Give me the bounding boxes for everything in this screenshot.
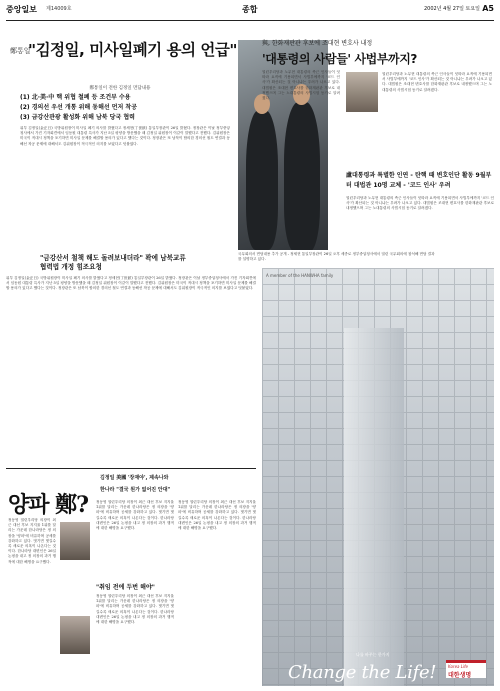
right-headline: '대통령의 사람들' 사법부까지? bbox=[262, 52, 417, 66]
right-article-body: 열린우리당과 노무현 대통령의 측근 인사들이 잇따라 요직에 기용되면서 사법부에까지 '코드 인사'가 확산되는 것 아니냐는 우려가 나오고 있다. 대법원은 조대현 변호사를 한화재판관 후보로 내정했으며 그는 노대통령의 사법시험 동기로 알려졌다. bbox=[382, 72, 492, 92]
ad-building bbox=[344, 328, 404, 686]
summary-line: (2) 경의선 우선 개통 위해 동해선 먼저 착공 bbox=[20, 104, 138, 111]
summary-box bbox=[20, 85, 220, 123]
summary-line: (1) 北·美·中 핵 위협 철폐 등 조건부 수용 bbox=[20, 94, 131, 101]
summary-line: (3) 금강산관광 활성화 위해 남북 당국 협력 bbox=[20, 114, 135, 121]
advertisement bbox=[262, 268, 494, 686]
ad-logo-top: Korea Life bbox=[448, 664, 468, 669]
ad-slogan-english: Change the Life! bbox=[288, 662, 437, 683]
bottom-article-body: 정동영 열린우리당 의장이 최근 대선 후보 지지율 1위를 달리는 가운데 한나라당은 정 의장을 '양파'에 비유하며 공세를 강화하고 있다. 벗기면 벗길수록 새로운 의혹이 나온다는 것이다. 한나라당 대변인은 26일 논평을 내고 정 의장의 과거 행적에 대한 해명을 요구했다. bbox=[96, 500, 174, 531]
bottom-article-body: 정동영 열린우리당 의장이 최근 대선 후보 지지율 1위를 달리는 가운데 한나라당은 정 의장을 '양파'에 비유하며 공세를 강화하고 있다. 벗기면 벗길수록 새로운 의혹이 나온다는 것이다. 한나라당 대변인은 26일 논평을 내고 정 의장의 과거 행적에 대한 해명을 요구했다. bbox=[8, 518, 56, 564]
masthead bbox=[6, 4, 494, 18]
issue-number: 제14009호 bbox=[46, 6, 72, 12]
right-kicker: 與, 한화재판관 후보에 조대현 변호사 내정 bbox=[262, 40, 373, 47]
bottom-subheadline: 한나라 "결국 원가 없어진 안대" bbox=[100, 487, 171, 493]
date: 2002년 4월 27일 토요일 bbox=[423, 6, 480, 12]
bottom-article-body: 정동영 열린우리당 의장이 최근 대선 후보 지지율 1위를 달리는 가운데 한나라당은 정 의장을 '양파'에 비유하며 공세를 강화하고 있다. 벗기면 벗길수록 새로운 의혹이 나온다는 것이다. 한나라당 대변인은 26일 논평을 내고 정 의장의 과거 행적에 대한 해명을 요구했다. bbox=[96, 594, 174, 625]
newspaper-name: 중앙일보 bbox=[6, 5, 37, 14]
right-article-body: 열린우리당과 노무현 대통령의 측근 인사들이 잇따라 요직에 기용되면서 사법부에까지 '코드 인사'가 확산되는 것 아니냐는 우려가 나오고 있다. 대법원은 조대현 변호사를 한화재판관 후보로 내정했으며 그는 노대통령의 사법시험 동기로 알려졌다. bbox=[346, 196, 494, 211]
bottom-headline: 양파 鄭? bbox=[8, 492, 89, 518]
story-kicker: 鄭통일 bbox=[10, 47, 31, 55]
ad-logo-name: 대한생명 bbox=[448, 672, 472, 679]
masthead-rule bbox=[6, 20, 494, 21]
photo-caption: 국무회의서 면담내용 추가 공개 - 정세현 통일부장관이 26일 오후 세종로 정부중앙청사에서 열린 국무회의에 참석해 면담 결과를 설명하고 있다. bbox=[238, 252, 435, 261]
ad-logo bbox=[446, 660, 486, 678]
ad-brandline: A member of the HANWHA family bbox=[266, 273, 334, 278]
page-number: A5 bbox=[482, 4, 494, 13]
portrait-photo bbox=[60, 522, 90, 560]
main-headline: "김정일, 미사일폐기 용의 언급" bbox=[28, 41, 237, 59]
article-body: 위부 김정일(金正日) 국방위원장이 미사일 폐기 의사를 밝혔다고 정세현(丁世鉉) 통일부장관이 26일 밝혔다. 정장관은 이날 정부중앙청사에서 가진 기자회견에서 임동원 대통령 특사가 지난 5일 평양을 방문했을 때 김정일 위원장이 이같이 말했다고 전했다. 김위원장은 미국이 적대시 정책을 포기하면 미사일 문제를 해결할 용의가 있다고 했다는 것이다. 정장관은 또 남북이 합의한 경의선 철도 연결과 동해선 착공 문제에 대해서도 김위원장이 적극적인 의지를 보였다고 덧붙였다. bbox=[20, 126, 230, 146]
pull-quote: "취임 전에 두번 해야" bbox=[96, 584, 155, 591]
ad-slogan-korean: 나를 바꾸는 한가지 bbox=[356, 652, 390, 657]
bottom-kicker: 김정일 美國 '장재야', 제속나와 bbox=[100, 475, 169, 481]
portrait-photo bbox=[60, 616, 90, 654]
summary-caption: 鄭통일이 전한 김정일 면담내용 bbox=[89, 86, 151, 91]
portrait-photo bbox=[346, 72, 378, 112]
right-box-headline: 盧대통령과 특별한 인연 - 탄핵 때 변호인단 활동 9월부터 대법관 10명 교체 - '코드 인사' 우려 bbox=[346, 172, 492, 189]
bottom-article-body: 정동영 열린우리당 의장이 최근 대선 후보 지지율 1위를 달리는 가운데 한나라당은 정 의장을 '양파'에 비유하며 공세를 강화하고 있다. 벗기면 벗길수록 새로운 의혹이 나온다는 것이다. 한나라당 대변인은 26일 논평을 내고 정 의장의 과거 행적에 대한 해명을 요구했다. bbox=[178, 500, 256, 531]
section-name: 종합 bbox=[242, 5, 258, 14]
quote-headline: "금강산서 철책 해도 돌려보내더라" 꽉에 남북교류협력법 개정 힘조요청 bbox=[40, 254, 186, 271]
article-body: 위부 김정일(金正日) 국방위원장이 미사일 폐기 의사를 밝혔다고 정세현(丁世鉉) 통일부장관이 26일 밝혔다. 정장관은 이날 정부중앙청사에서 가진 기자회견에서 임동원 대통령 특사가 지난 5일 평양을 방문했을 때 김정일 위원장이 이같이 말했다고 전했다. 김위원장은 미국이 적대시 정책을 포기하면 미사일 문제를 해결할 용의가 있다고 했다는 것이다. 정장관은 또 남북이 합의한 경의선 철도 연결과 동해선 착공 문제에 대해서도 김위원장이 적극적인 의지를 보였다고 덧붙였다. bbox=[6, 276, 256, 291]
section-rule bbox=[6, 468, 256, 469]
right-article-body: 열린우리당과 노무현 대통령의 측근 인사들이 잇따라 요직에 기용되면서 사법부에까지 '코드 인사'가 확산되는 것 아니냐는 우려가 나오고 있다. 대법원은 조대현 변호사를 한화재판관 후보로 내정했으며 그는 노대통령의 사법시험 동기로 알려졌다. bbox=[262, 70, 340, 101]
